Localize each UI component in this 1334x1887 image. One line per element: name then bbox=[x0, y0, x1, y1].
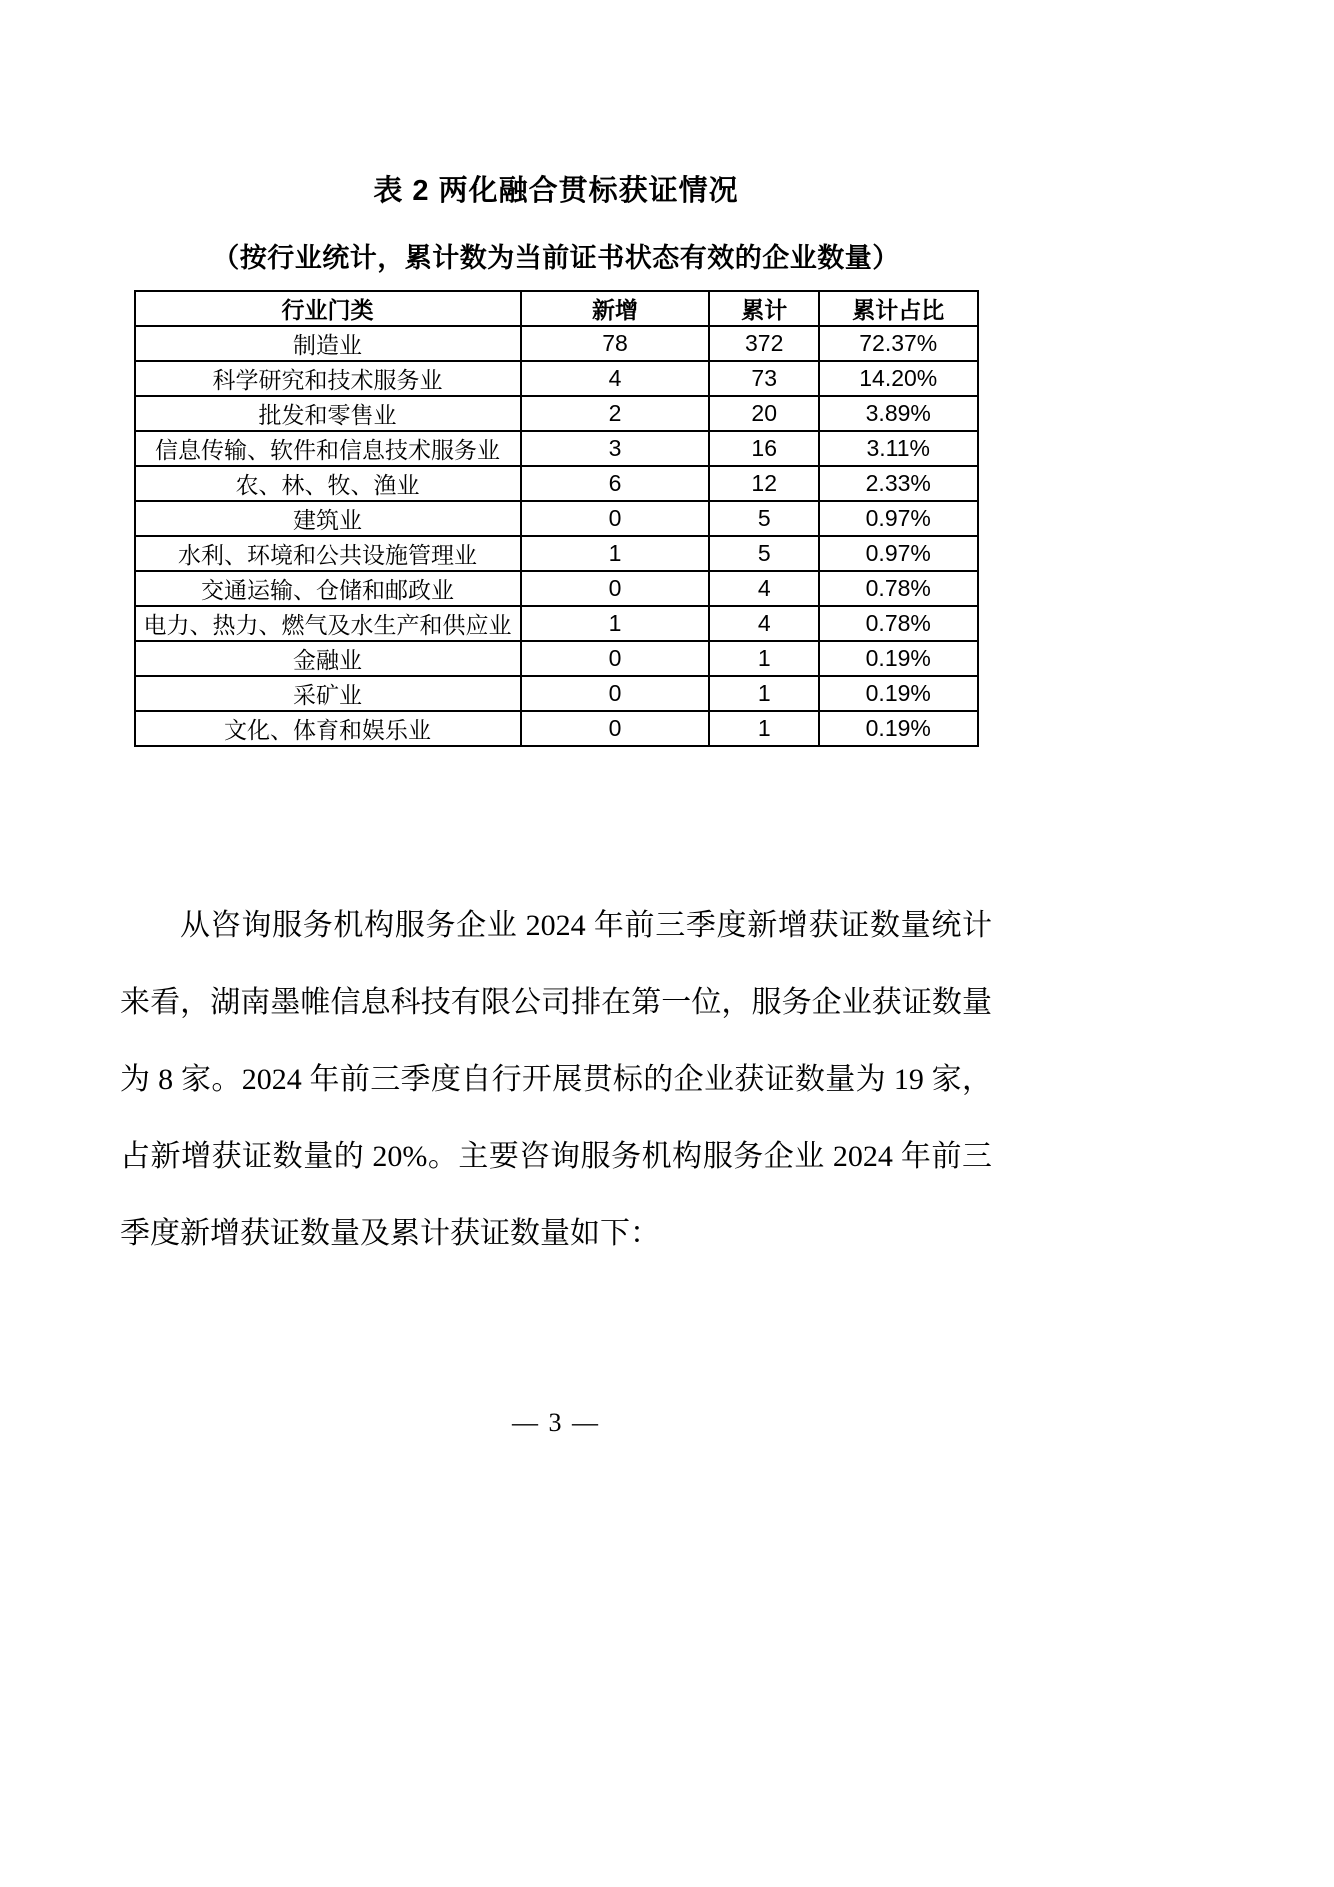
industry-cell: 批发和零售业 bbox=[135, 396, 521, 431]
total-cell: 1 bbox=[709, 641, 819, 676]
total-cell: 372 bbox=[709, 326, 819, 361]
share-cell: 72.37% bbox=[819, 326, 978, 361]
column-header-total: 累计 bbox=[709, 291, 819, 326]
industry-cell: 电力、热力、燃气及水生产和供应业 bbox=[135, 606, 521, 641]
column-header-share: 累计占比 bbox=[819, 291, 978, 326]
total-cell: 5 bbox=[709, 536, 819, 571]
new-cell: 4 bbox=[521, 361, 710, 396]
share-cell: 0.19% bbox=[819, 676, 978, 711]
total-cell: 73 bbox=[709, 361, 819, 396]
table-row bbox=[135, 361, 978, 396]
new-cell: 2 bbox=[521, 396, 710, 431]
table-row bbox=[135, 711, 978, 746]
new-cell: 0 bbox=[521, 571, 710, 606]
table-row bbox=[135, 466, 978, 501]
industry-cell: 水利、环境和公共设施管理业 bbox=[135, 536, 521, 571]
industry-cell: 文化、体育和娱乐业 bbox=[135, 711, 521, 746]
page-number: — 3 — bbox=[512, 1408, 600, 1437]
industry-cell: 制造业 bbox=[135, 326, 521, 361]
industry-cell: 采矿业 bbox=[135, 676, 521, 711]
total-cell: 4 bbox=[709, 606, 819, 641]
new-cell: 0 bbox=[521, 501, 710, 536]
new-cell: 1 bbox=[521, 606, 710, 641]
industry-cell: 信息传输、软件和信息技术服务业 bbox=[135, 431, 521, 466]
certification-table bbox=[134, 290, 979, 747]
table-row bbox=[135, 536, 978, 571]
share-cell: 0.19% bbox=[819, 641, 978, 676]
document-page bbox=[120, 0, 992, 1272]
total-cell: 4 bbox=[709, 571, 819, 606]
table-body bbox=[135, 326, 978, 746]
share-cell: 0.97% bbox=[819, 536, 978, 571]
share-cell: 3.11% bbox=[819, 431, 978, 466]
new-cell: 3 bbox=[521, 431, 710, 466]
table-row bbox=[135, 606, 978, 641]
total-cell: 5 bbox=[709, 501, 819, 536]
share-cell: 14.20% bbox=[819, 361, 978, 396]
new-cell: 0 bbox=[521, 711, 710, 746]
share-cell: 2.33% bbox=[819, 466, 978, 501]
column-header-new: 新增 bbox=[521, 291, 710, 326]
share-cell: 0.78% bbox=[819, 606, 978, 641]
new-cell: 78 bbox=[521, 326, 710, 361]
industry-cell: 建筑业 bbox=[135, 501, 521, 536]
new-cell: 0 bbox=[521, 676, 710, 711]
table-row bbox=[135, 571, 978, 606]
industry-cell: 科学研究和技术服务业 bbox=[135, 361, 521, 396]
industry-cell: 交通运输、仓储和邮政业 bbox=[135, 571, 521, 606]
share-cell: 0.19% bbox=[819, 711, 978, 746]
share-cell: 0.78% bbox=[819, 571, 978, 606]
body-paragraph: 从咨询服务机构服务企业 2024 年前三季度新增获证数量统计来看，湖南墨帷信息科技有限公司排在第一位，服务企业获证数量为 8 家。2024 年前三季度自行开展贯标的企业获证数量为 19 家，占新增获证数量的 20%。主要咨询服务机构服务企业 2024 年前三季度新增获证数量及累计获证数量如下： bbox=[120, 909, 992, 1250]
table-subtitle: （按行业统计，累计数为当前证书状态有效的企业数量） bbox=[212, 243, 900, 273]
table-header-row bbox=[135, 291, 978, 326]
industry-cell: 金融业 bbox=[135, 641, 521, 676]
new-cell: 6 bbox=[521, 466, 710, 501]
table-row bbox=[135, 326, 978, 361]
new-cell: 1 bbox=[521, 536, 710, 571]
new-cell: 0 bbox=[521, 641, 710, 676]
table-row bbox=[135, 431, 978, 466]
total-cell: 1 bbox=[709, 676, 819, 711]
share-cell: 3.89% bbox=[819, 396, 978, 431]
total-cell: 16 bbox=[709, 431, 819, 466]
industry-cell: 农、林、牧、渔业 bbox=[135, 466, 521, 501]
column-header-industry: 行业门类 bbox=[135, 291, 521, 326]
table-title: 表 2 两化融合贯标获证情况 bbox=[373, 175, 739, 207]
total-cell: 20 bbox=[709, 396, 819, 431]
total-cell: 1 bbox=[709, 711, 819, 746]
total-cell: 12 bbox=[709, 466, 819, 501]
table-row bbox=[135, 501, 978, 536]
share-cell: 0.97% bbox=[819, 501, 978, 536]
table-row bbox=[135, 641, 978, 676]
table-row bbox=[135, 676, 978, 711]
table-row bbox=[135, 396, 978, 431]
